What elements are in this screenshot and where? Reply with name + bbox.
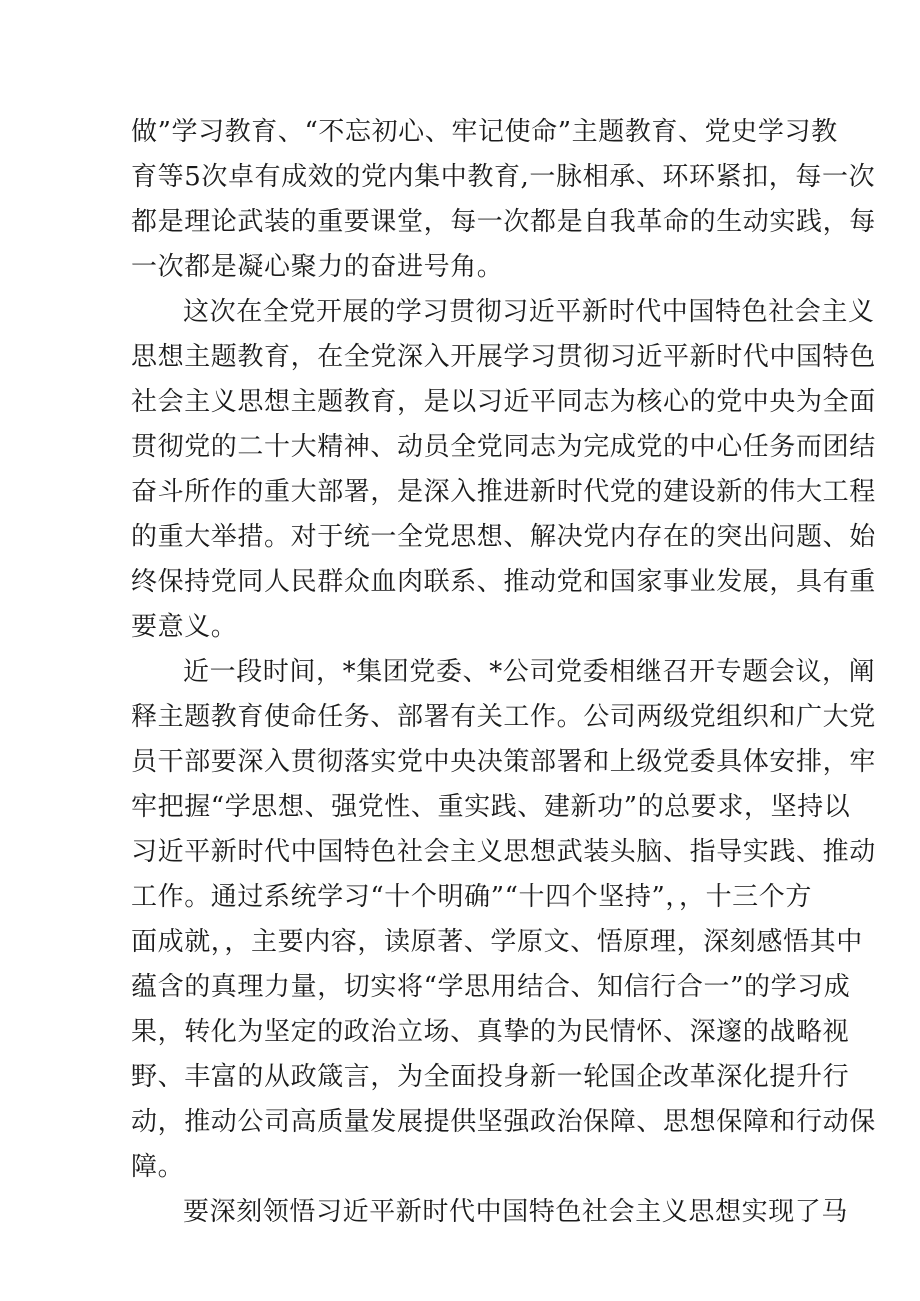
text-line: 蕴含的真理力量，切实将“学思用结合、知信行合一”的学习成 — [131, 972, 851, 1002]
text-line: 障。 — [131, 1152, 185, 1182]
text-line: 果，转化为坚定的政治立场、真挚的为民情怀、深邃的战略视 — [131, 1017, 850, 1047]
text-line: 工作。通过系统学习“十个明确”“十四个坚持”，，十三个方 — [131, 882, 812, 912]
text-line: 的重大举措。对于统一全党思想、解决党内存在的突出问题、始 — [131, 522, 876, 552]
text-line: 释主题教育使命任务、部署有关工作。公司两级党组织和广大党 — [131, 702, 876, 732]
text-line: 奋斗所作的重大部署，是深入推进新时代党的建设新的伟大工程 — [131, 477, 876, 507]
text-line: 思想主题教育，在全党深入开展学习贯彻习近平新时代中国特色 — [131, 342, 876, 372]
text-line: 野、丰富的从政箴言，为全面投身新一轮国企改革深化提升行 — [131, 1062, 850, 1092]
text-line: 习近平新时代中国特色社会主义思想武装头脑、指导实践、推动 — [131, 837, 876, 867]
text-line: 一次都是凝心聚力的奋进号角。 — [131, 252, 504, 282]
text-line: 动，推动公司高质量发展提供坚强政治保障、思想保障和行动保 — [131, 1107, 876, 1137]
paragraph-first-line: 近一段时间，*集团党委、*公司党委相继召开专题会议，阐 — [183, 657, 876, 687]
text-line: 贯彻党的二十大精神、动员全党同志为完成党的中心任务而团结 — [131, 432, 876, 462]
text-line: 做”学习教育、“不忘初心、牢记使命”主题教育、党史学习教 — [131, 117, 838, 147]
text-line: 终保持党同人民群众血肉联系、推动党和国家事业发展，具有重 — [131, 567, 876, 597]
text-line: 员干部要深入贯彻落实党中央决策部署和上级党委具体安排，牢 — [131, 747, 876, 777]
paragraph-first-line: 这次在全党开展的学习贯彻习近平新时代中国特色社会主义 — [183, 297, 875, 327]
text-line: 要意义。 — [131, 612, 238, 642]
text-line: 牢把握“学思想、强党性、重实践、建新功”的总要求，坚持以 — [131, 792, 851, 822]
text-line: 社会主义思想主题教育，是以习近平同志为核心的党中央为全面 — [131, 387, 876, 417]
text-line: 都是理论武装的重要课堂，每一次都是自我革命的生动实践，每 — [131, 207, 876, 237]
text-line: 育等5次卓有成效的党内集中教育,一脉相承、环环紧扣，每一次 — [131, 162, 876, 192]
paragraph-first-line: 要深刻领悟习近平新时代中国特色社会主义思想实现了马 — [183, 1197, 849, 1227]
document-body — [131, 110, 876, 1235]
text-line: 面成就，，主要内容，读原著、学原文、悟原理，深刻感悟其中 — [131, 927, 863, 957]
